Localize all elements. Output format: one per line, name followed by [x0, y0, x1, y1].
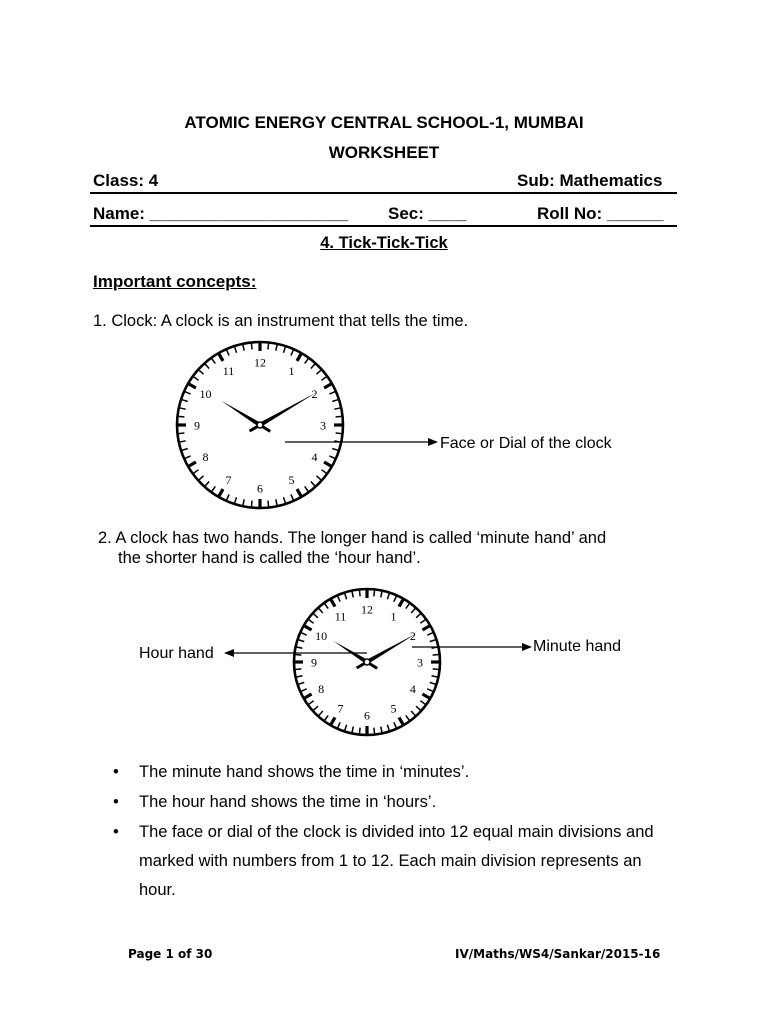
- subject-label: Sub: Mathematics: [517, 171, 663, 190]
- clock-tick: [268, 501, 269, 507]
- clock-tick: [394, 596, 396, 601]
- point-clock-definition: 1. Clock: A clock is an instrument that tells the time.: [93, 312, 469, 330]
- clock-center: [257, 422, 263, 428]
- clock-tick: [336, 433, 342, 434]
- clock-number: 7: [225, 473, 232, 488]
- clock-tick: [345, 594, 347, 600]
- concepts-heading: Important concepts:: [93, 272, 257, 291]
- clock-tick: [301, 689, 306, 691]
- clock-tick: [394, 722, 396, 727]
- clock-number: 9: [311, 655, 317, 670]
- clock-tick: [345, 725, 347, 731]
- hour-hand: [221, 401, 261, 427]
- clock-tick: [243, 345, 244, 351]
- clock-number: 10: [199, 387, 212, 401]
- clock-tick: [283, 347, 285, 353]
- clock-tick: [309, 701, 314, 705]
- bullet-icon: •: [113, 823, 119, 841]
- clock-tick: [316, 476, 320, 480]
- clock-tick: [332, 448, 338, 450]
- arrow-head-icon: [428, 438, 438, 446]
- bullet-icon: •: [113, 763, 119, 781]
- clock-number: 11: [334, 609, 347, 624]
- clock-tick: [276, 499, 277, 505]
- clock-tick: [316, 370, 320, 374]
- clock-tick: [406, 715, 410, 720]
- clock-number: 12: [361, 602, 373, 617]
- list-item: • The face or dial of the clock is divided into 12 equal main divisions and marked with numbers from 1 to 12. Each main division represents an hour.: [113, 818, 673, 905]
- hour-hand-label: Hour hand: [139, 645, 214, 662]
- clock-tick: [427, 633, 432, 635]
- clock-tick: [406, 604, 410, 609]
- clock-tick: [235, 347, 237, 353]
- clock-number: 12: [254, 355, 266, 370]
- minute-hand: [366, 634, 416, 664]
- clock-tick: [182, 400, 188, 402]
- clock-tick: [416, 614, 420, 618]
- clock-tick: [359, 728, 360, 734]
- clock-tick: [422, 694, 429, 698]
- clock-tick: [338, 722, 340, 727]
- name-field-label: Name: _____________________: [93, 204, 349, 223]
- bullet-list: [113, 758, 673, 915]
- clock-tick: [311, 481, 315, 485]
- section-field-label: Sec: ____: [388, 204, 467, 223]
- clock-tick: [205, 364, 209, 368]
- clock-tick: [432, 676, 438, 677]
- clock-number: 2: [311, 387, 318, 401]
- clock-tick: [301, 633, 306, 635]
- clock-tick: [387, 725, 389, 731]
- clock-tick: [324, 384, 331, 388]
- clock-number: 4: [311, 450, 318, 464]
- clock-tick: [291, 350, 293, 355]
- clock-tick: [399, 717, 403, 724]
- clock-tick: [227, 350, 229, 355]
- clock-tick: [313, 706, 317, 710]
- clock-tick: [251, 501, 252, 507]
- clock-tick: [305, 359, 309, 364]
- clock-tick: [332, 400, 338, 402]
- clock-tick: [381, 592, 382, 598]
- clock-tick: [268, 343, 269, 349]
- clock-tick: [319, 608, 323, 612]
- clock-tick: [374, 728, 375, 734]
- clock-tick: [305, 626, 312, 630]
- hour-hand: [333, 641, 368, 664]
- clock-number: 11: [222, 363, 235, 378]
- clock-tick: [420, 701, 425, 705]
- minute-hand: [259, 393, 316, 427]
- point-two-hands: 2. A clock has two hands. The longer hand is called ‘minute hand’ and the shorter hand is called the ‘hour hand’.: [98, 529, 607, 567]
- class-label: Class: 4: [93, 171, 159, 190]
- clock-center: [364, 659, 370, 665]
- clock-tick: [411, 711, 415, 715]
- clock-number: 1: [390, 609, 397, 624]
- clock-tick: [182, 448, 188, 450]
- arrow-head-icon: [522, 643, 532, 651]
- clock-tick: [180, 408, 186, 409]
- clock-tick: [309, 620, 314, 624]
- clock-tick: [336, 416, 342, 417]
- clock-tick: [313, 614, 317, 618]
- page-number: Page 1 of 30: [128, 947, 213, 961]
- clock-tick: [433, 669, 439, 670]
- list-item: • The minute hand shows the time in ‘minutes’.: [113, 758, 673, 787]
- clock-tick: [411, 608, 415, 612]
- worksheet-title: WORKSHEET: [328, 143, 440, 162]
- clock-tick: [185, 456, 190, 458]
- clock-number: 5: [288, 473, 295, 488]
- clock-tick: [194, 470, 199, 474]
- clock-tick: [325, 604, 329, 609]
- clock-tick: [243, 499, 244, 505]
- clock-tick: [251, 343, 252, 349]
- clock-number: 2: [409, 629, 416, 643]
- bullet-icon: •: [113, 793, 119, 811]
- clock-tick: [227, 494, 229, 499]
- clock-tick: [338, 596, 340, 601]
- clock-number: 8: [318, 682, 325, 696]
- clock-tick: [420, 620, 425, 624]
- clock-tick: [430, 682, 436, 684]
- clock-tick: [297, 647, 303, 648]
- clock-tick: [305, 694, 312, 698]
- clock-tick: [235, 497, 237, 503]
- clock-number: 3: [320, 418, 326, 433]
- clock-number: 7: [337, 701, 344, 716]
- clock-number: 6: [364, 708, 370, 723]
- clock-tick: [199, 370, 203, 374]
- clock-tick: [399, 600, 403, 607]
- clock-tick: [178, 416, 184, 417]
- clock-number: 1: [288, 363, 295, 378]
- clock-tick: [219, 489, 223, 496]
- clock-tick: [311, 364, 315, 368]
- clock-number: 3: [417, 655, 423, 670]
- clock-tick: [199, 476, 203, 480]
- clock-tick: [178, 433, 184, 434]
- clock-tick: [305, 486, 309, 491]
- clock-tick: [291, 494, 293, 499]
- clock-tick: [416, 706, 420, 710]
- clock-tick: [205, 481, 209, 485]
- clock-tick: [295, 654, 301, 655]
- clock-tick: [297, 676, 303, 677]
- arrow-head-icon: [224, 649, 234, 657]
- chapter-title: 4. Tick-Tick-Tick: [320, 234, 448, 252]
- clock-tick: [212, 359, 216, 364]
- clock-tick: [430, 640, 436, 642]
- clock-number: 8: [202, 450, 209, 464]
- clock-tick: [299, 640, 305, 642]
- clock-tick: [427, 689, 432, 691]
- clock-tick: [334, 408, 340, 409]
- document-code: IV/Maths/WS4/Sankar/2015-16: [455, 947, 661, 961]
- clock-tick: [433, 654, 439, 655]
- clock-tick: [387, 594, 389, 600]
- clock-tick: [352, 727, 353, 733]
- clock-tick: [329, 456, 334, 458]
- clock-tick: [352, 592, 353, 598]
- clock-number: 6: [257, 481, 263, 496]
- clock-tick: [331, 600, 335, 607]
- clock-tick: [297, 354, 301, 361]
- clock-tick: [329, 392, 334, 394]
- clock-number: 10: [315, 629, 328, 643]
- clock-tick: [321, 377, 326, 381]
- clock-tick: [299, 682, 305, 684]
- clock-tick: [325, 715, 329, 720]
- clock-tick: [295, 669, 301, 670]
- list-item: • The hour hand shows the time in ‘hours’.: [113, 788, 673, 817]
- roll-number-label: Roll No: ______: [537, 204, 664, 223]
- minute-hand-label: Minute hand: [533, 638, 622, 655]
- clock-tick: [324, 462, 331, 466]
- clock-tick: [319, 711, 323, 715]
- clock-tick: [189, 384, 196, 388]
- clock-tick: [283, 497, 285, 503]
- clock-tick: [185, 392, 190, 394]
- clock-hands-diagram: [294, 589, 440, 735]
- clock-tick: [212, 486, 216, 491]
- clock-tick: [359, 590, 360, 596]
- clock-number: 4: [409, 682, 416, 696]
- school-name: ATOMIC ENERGY CENTRAL SCHOOL-1, MUMBAI: [184, 113, 584, 132]
- clock-tick: [219, 354, 223, 361]
- clock-tick: [422, 626, 429, 630]
- clock-number: 5: [390, 701, 397, 716]
- clock-tick: [276, 345, 277, 351]
- clock-tick: [374, 590, 375, 596]
- clock-tick: [321, 470, 326, 474]
- face-dial-label: Face or Dial of the clock: [440, 435, 612, 452]
- clock-tick: [189, 462, 196, 466]
- clock-face: [177, 342, 343, 508]
- clock-tick: [297, 489, 301, 496]
- clock-tick: [180, 441, 186, 442]
- clock-tick: [331, 717, 335, 724]
- clock-tick: [381, 727, 382, 733]
- clock-tick: [194, 377, 199, 381]
- clock-number: 9: [194, 418, 200, 433]
